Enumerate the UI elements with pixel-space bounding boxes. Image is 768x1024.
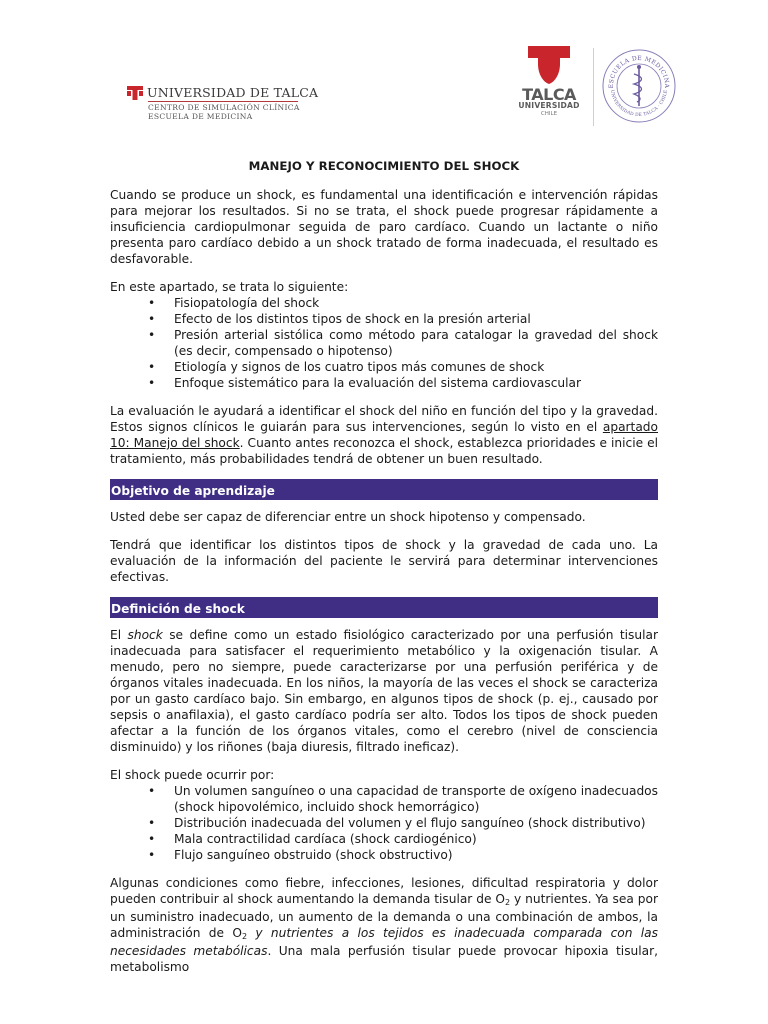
objetivo-paragraph-1: Usted debe ser capaz de diferenciar entre un shock hipotenso y compensado. xyxy=(110,510,586,524)
logo-subtitle-1: CENTRO DE SIMULACIÓN CLÍNICA xyxy=(148,103,300,112)
talca-t-emblem-icon xyxy=(518,46,580,84)
apartado-10-link[interactable]: apartado 10: Manejo del shock xyxy=(110,420,658,450)
objetivo-paragraph-2: Tendrá que identificar los distintos tipos de shock y la gravedad de cada uno. La evaluación de la información del paciente le servirá para determinar intervenciones efectivas. xyxy=(110,538,658,584)
definicion-paragraph xyxy=(110,627,658,755)
conditions-text-b: y nutrientes. Ya sea por un suministro inadecuado, un aumento de la demanda o una combinación de ambos, la administración de O xyxy=(110,892,658,940)
talca-universidad: UNIVERSIDAD xyxy=(518,101,580,110)
evaluation-text-a: La evaluación le ayudará a identificar el shock del niño en función del tipo y la gravedad. Estos signos clínicos le guiarán para sus intervenciones, según lo visto en el xyxy=(110,404,658,434)
conditions-text-a: Algunas condiciones como fiebre, infecciones, lesiones, dificultad respiratoria y dolor pueden contribuir al shock aumentando la demanda tisular de O xyxy=(110,876,658,906)
intro-paragraph: Cuando se produce un shock, es fundamental una identificación e intervención rápidas para mejorar los resultados. Si no se trata, el shock puede progresar rápidamente a insuficiencia cardiopulmonar seguida de paro cardíaco. Cuando un lactante o niño presenta paro cardíaco debido a un shock tratado de forma inadecuada, el resultado es desfavorable. xyxy=(110,188,658,266)
talca-emblem-icon xyxy=(127,86,143,100)
seal-top-text: ESCUELA DE MEDICINA xyxy=(607,54,671,89)
conditions-text-c: . Una mala perfusión tisular puede provocar hipoxia tisular, metabolismo xyxy=(110,944,659,974)
list1-intro: En este apartado, se trata lo siguiente: xyxy=(110,280,349,294)
definicion-text-b: se define como un estado fisiológico caracterizado por una perfusión tisular inadecuada para satisfacer el requerimiento metabólico y la oxigenación tisular. A menudo, pero no siempre, puede caracterizarse por una perfusión periférica y de órganos vitales inadecuada. En los niños, la mayoría de las veces el shock se caracteriza por un gasto cardíaco bajo. Sin embargo, en algunos tipos de shock (p. ej., causado por sepsis o anafilaxia), el gasto cardíaco podría ser alto. Todos los tipos de shock pueden afectar a la función de los órganos vitales, como el cerebro (nivel de consciencia disminuido) y los riñones (baja diuresis, filtrado ineficaz). xyxy=(110,628,658,754)
logo-rule xyxy=(148,101,298,102)
evaluation-text-b: . Cuanto antes reconozca el shock, establezca prioridades e inicie el tratamiento, más probabilidades tendrá de obtener un buen resultado. xyxy=(110,436,658,466)
list-item: • Mala contractilidad cardíaca (shock cardiogénico) xyxy=(174,831,658,847)
list-item: • Distribución inadecuada del volumen y el flujo sanguíneo (shock distributivo) xyxy=(174,815,658,831)
document-title: MANEJO Y RECONOCIMIENTO DEL SHOCK xyxy=(248,159,520,173)
logo-subtitle-2: ESCUELA DE MEDICINA xyxy=(148,112,253,121)
section-header-definicion: Definición de shock xyxy=(110,597,658,618)
list-item: • Flujo sanguíneo obstruido (shock obstructivo) xyxy=(174,847,658,863)
list-item: • Etiología y signos de los cuatro tipos más comunes de shock xyxy=(174,359,658,375)
seal-bottom-text: UNIVERSIDAD DE TALCA · CHILE xyxy=(609,89,669,119)
topics-list xyxy=(110,295,658,391)
conditions-italic: y nutrientes a los tejidos es inadecuada comparada con las necesidades metabólicas xyxy=(110,926,658,958)
talca-wordmark: TALCA xyxy=(522,85,576,104)
header-divider xyxy=(593,48,594,126)
talca-logo xyxy=(518,46,582,122)
section-header-objetivo: Objetivo de aprendizaje xyxy=(110,479,658,500)
definicion-text-a: El xyxy=(110,628,128,642)
causes-list xyxy=(110,783,658,863)
evaluation-paragraph xyxy=(110,403,658,467)
o2-subscript: 2 xyxy=(504,898,511,907)
shock-term: shock xyxy=(127,628,163,642)
list-item: • Enfoque sistemático para la evaluación del sistema cardiovascular xyxy=(174,375,658,391)
talca-country: CHILE xyxy=(540,111,558,117)
universidad-de-talca-logo xyxy=(127,84,317,124)
list-item: • Un volumen sanguíneo o una capacidad de transporte de oxígeno inadecuados (shock hipovolémico, incluido shock hemorrágico) xyxy=(174,783,658,815)
list-item: • Fisiopatología del shock xyxy=(174,295,658,311)
conditions-paragraph xyxy=(110,875,658,975)
o2-subscript: 2 xyxy=(241,932,248,941)
list2-intro: El shock puede ocurrir por: xyxy=(110,768,275,782)
document-body xyxy=(110,158,658,987)
list-item: • Presión arterial sistólica como método para catalogar la gravedad del shock (es decir, compensado o hipotenso) xyxy=(174,327,658,359)
escuela-de-medicina-seal-icon xyxy=(601,48,677,124)
university-name: UNIVERSIDAD DE TALCA xyxy=(147,85,319,100)
list-item: • Efecto de los distintos tipos de shock en la presión arterial xyxy=(174,311,658,327)
